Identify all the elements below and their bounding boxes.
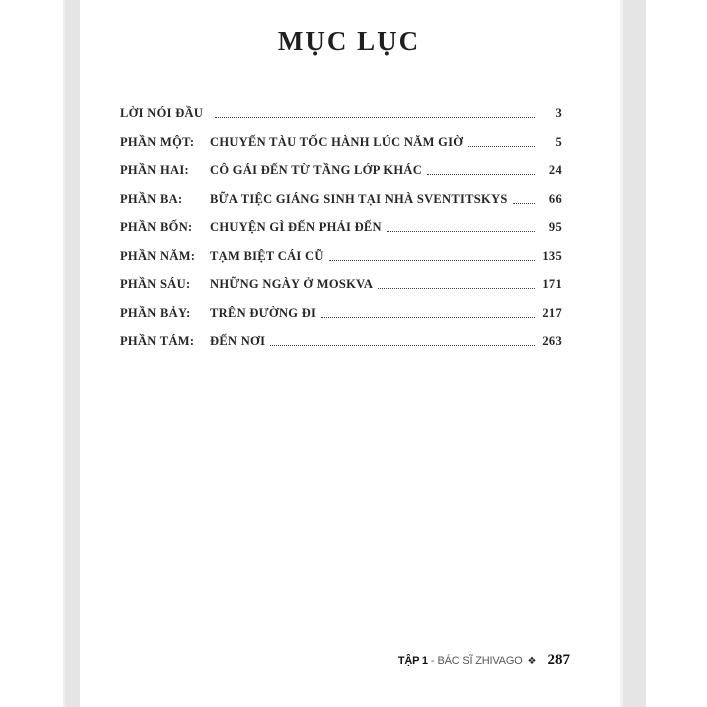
toc-entry-page-number: 5 xyxy=(555,134,562,149)
dotted-leader xyxy=(427,174,535,175)
toc-entry-title: CHUYỆN GÌ ĐẾN PHẢI ĐẾN xyxy=(210,220,382,234)
page-edge-right xyxy=(620,0,646,707)
toc-entry-page-number: 217 xyxy=(542,305,562,320)
toc-entry-title: TRÊN ĐƯỜNG ĐI xyxy=(210,305,317,320)
table-of-contents xyxy=(120,107,562,348)
toc-entry xyxy=(120,221,562,234)
toc-entry-label: PHẦN HAI: xyxy=(120,163,190,177)
toc-entry-label: PHẦN TÁM: xyxy=(120,334,195,348)
toc-entry xyxy=(120,164,562,177)
ornament-icon: ❖ xyxy=(527,656,537,667)
toc-entry xyxy=(120,250,562,263)
toc-entry-label: PHẦN NĂM: xyxy=(120,248,196,263)
toc-entry-title: TẠM BIỆT CÁI CŨ xyxy=(210,248,324,263)
toc-entry-title: ĐẾN NƠI xyxy=(210,334,266,348)
page-footer xyxy=(398,652,570,669)
toc-entry-title: CÔ GÁI ĐẾN TỪ TẦNG LỚP KHÁC xyxy=(210,163,423,177)
footer-volume-label: TẬP 1 xyxy=(397,655,428,667)
toc-entry xyxy=(120,335,562,348)
toc-entry-title: CHUYẾN TÀU TỐC HÀNH LÚC NĂM GIỜ xyxy=(210,134,464,149)
toc-entry-page-number: 3 xyxy=(555,106,562,120)
dotted-leader xyxy=(468,146,535,147)
footer-page-number: 287 xyxy=(547,652,570,668)
dotted-leader xyxy=(513,203,535,204)
footer-separator: - xyxy=(430,655,435,667)
dotted-leader xyxy=(387,231,535,232)
toc-entry-page-number: 171 xyxy=(542,277,562,291)
toc-entry-label: PHẦN BẢY: xyxy=(120,305,191,320)
toc-entry xyxy=(120,307,562,320)
toc-entry xyxy=(120,278,562,291)
dotted-leader xyxy=(321,317,535,318)
toc-entry xyxy=(120,107,562,120)
page-content xyxy=(78,0,620,707)
toc-entry-page-number: 95 xyxy=(548,220,562,234)
toc-entry-page-number: 24 xyxy=(548,163,562,177)
toc-entry xyxy=(120,136,562,149)
dotted-leader xyxy=(329,260,535,261)
dotted-leader xyxy=(378,288,535,289)
page-title: MỤC LỤC xyxy=(277,26,421,56)
dotted-leader xyxy=(215,117,535,118)
toc-entry-title: BỮA TIỆC GIÁNG SINH TẠI NHÀ SVENTITSKYS xyxy=(210,191,508,206)
toc-entry-label: PHẦN MỘT: xyxy=(120,134,195,149)
toc-entry-label: LỜI NÓI ĐẦU xyxy=(120,106,204,120)
toc-entry-label: PHẦN BỐN: xyxy=(120,220,193,234)
toc-entry-page-number: 66 xyxy=(548,191,562,206)
toc-entry-page-number: 263 xyxy=(542,334,562,348)
toc-entry-label: PHẦN SÁU: xyxy=(120,277,191,291)
toc-entry-page-number: 135 xyxy=(542,248,562,263)
toc-entry-title: NHỮNG NGÀY Ở MOSKVA xyxy=(210,277,374,291)
footer-book-title: BÁC SĨ ZHIVAGO xyxy=(437,655,523,667)
toc-entry-label: PHẦN BA: xyxy=(120,191,183,206)
dotted-leader xyxy=(270,345,535,346)
toc-entry xyxy=(120,193,562,206)
